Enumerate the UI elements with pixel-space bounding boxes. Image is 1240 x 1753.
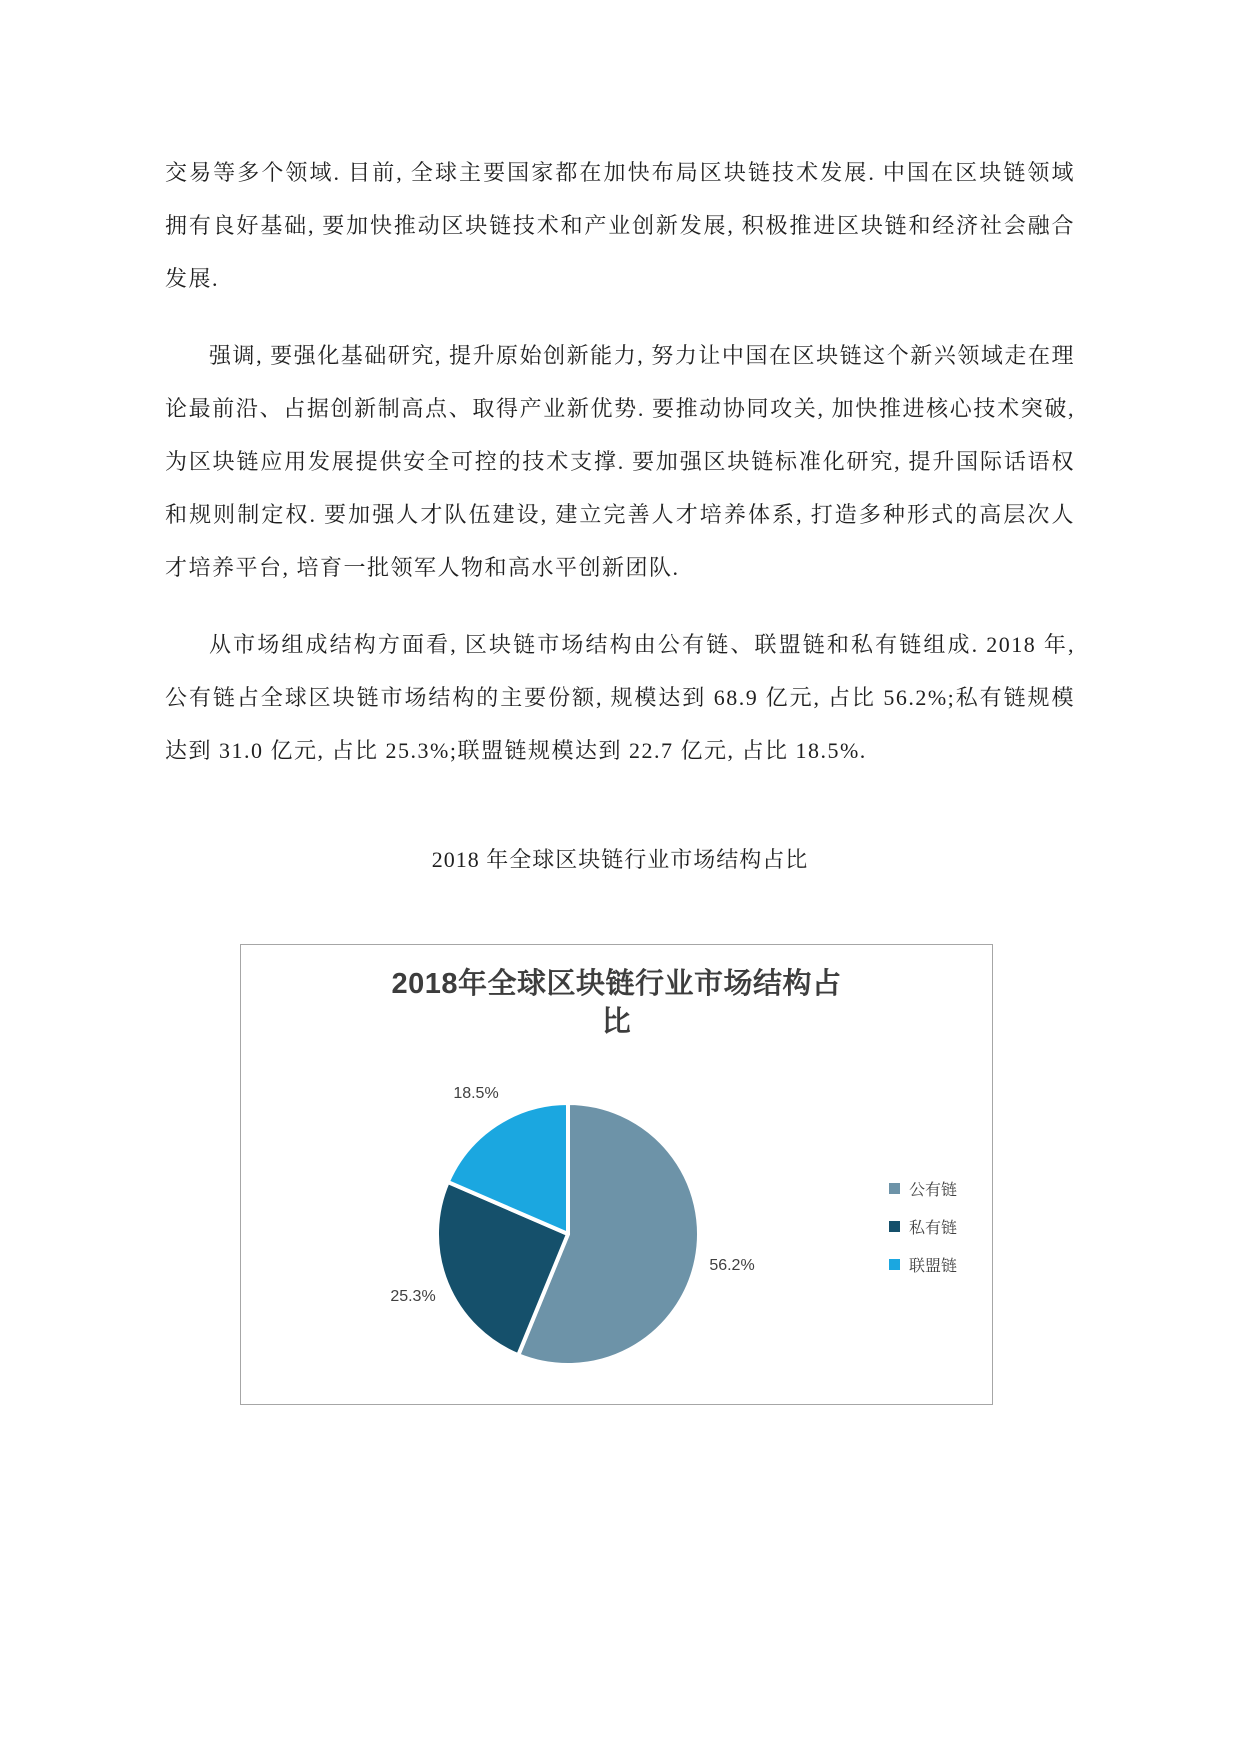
legend-label-consortium-chain: 联盟链 xyxy=(909,1258,958,1275)
pie-label-public-chain: 56.2% xyxy=(709,1257,755,1274)
chart-figure xyxy=(240,944,993,1405)
legend-item-consortium-chain xyxy=(889,1253,957,1276)
chart-title: 2018年全球区块链行业市场结构占比 xyxy=(391,968,842,1039)
document-page xyxy=(165,0,1075,1405)
legend-marker-private-chain xyxy=(889,1221,900,1232)
legend-label-private-chain: 私有链 xyxy=(909,1220,958,1237)
paragraph-1: 交易等多个领域. 目前, 全球主要国家都在加快布局区块链技术发展. 中国在区块链领域拥有良好基础, 要加快推动区块链技术和产业创新发展, 积极推进区块链和经济社会融合发展. xyxy=(165,160,1075,291)
pie-label-private-chain: 25.3% xyxy=(390,1288,436,1305)
legend-label-public-chain: 公有链 xyxy=(909,1182,958,1199)
pie-label-consortium-chain: 18.5% xyxy=(453,1085,499,1102)
legend-item-private-chain xyxy=(889,1215,957,1238)
paragraph-2: 强调, 要强化基础研究, 提升原始创新能力, 努力让中国在区块链这个新兴领域走在理论最前沿、占据创新制高点、取得产业新优势. 要推动协同攻关, 加快推进核心技术突破, 为区块链应用发展提供安全可控的技术支撑. 要加强区块链标准化研究, 提升国际话语权和规则制定权. 要加强人才队伍建设, 建立完善人才培养体系, 打造多种形式的高层次人才培养平台, 培育一批领军人物和高水平创新团队. xyxy=(165,343,1075,580)
figure-caption: 2018 年全球区块链行业市场结构占比 xyxy=(431,847,809,872)
chart-legend xyxy=(889,1177,957,1291)
pie-labels-layer xyxy=(241,945,994,1406)
legend-marker-public-chain xyxy=(889,1183,900,1194)
legend-item-public-chain xyxy=(889,1177,957,1200)
paragraph-3: 从市场组成结构方面看, 区块链市场结构由公有链、联盟链和私有链组成. 2018 年, 公有链占全球区块链市场结构的主要份额, 规模达到 68.9 亿元, 占比 56.2%;私有链规模达到 31.0 亿元, 占比 25.3%;联盟链规模达到 22.7 亿元, 占比 18.5%. xyxy=(165,632,1075,763)
legend-marker-consortium-chain xyxy=(889,1259,900,1270)
